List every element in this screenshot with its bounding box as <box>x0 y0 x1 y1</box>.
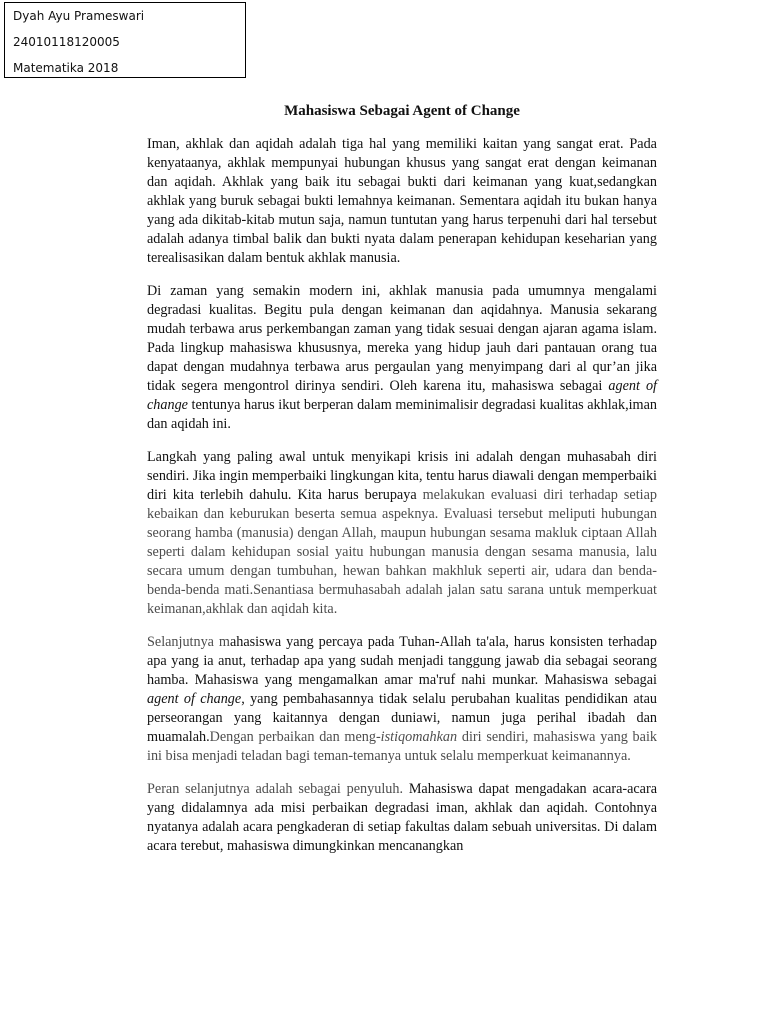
paragraph-3-text-1: Langkah yang paling awal untuk menyikapi krisis ini adalah dengan muhasabah diri sendiri. Jika ingin memperbaiki lingkungan kita, tentu harus diawali dengan memperbaiki diri kita terlebih dahulu. Kita harus berupaya <box>147 449 657 503</box>
document-title: Mahasiswa Sebagai Agent of Change <box>284 103 520 119</box>
paragraph-5 <box>147 780 657 856</box>
essay-body <box>147 135 657 870</box>
paragraph-3-text-2: melakukan evaluasi diri terhadap setiap kebaikan dan keburukan beserta semua aspeknya. Evaluasi tersebut meliputi hubungan seorang hamba (manusia) dengan Allah, maupun hubungan sesama makluk ciptaan Allah seperti dalam kehidupan sosial yaitu hubungan manusia dengan sesama manusia, lalu secara umum dengan tumbuhan, hewan bahkan makhluk seperti air, udara dan benda-benda-benda mati.Senantiasa bermuhasabah adalah jalan satu sarana untuk memperkuat keimanan,akhlak dan aqidah kita. <box>147 487 657 617</box>
paragraph-4-text-4: Dengan perbaikan dan meng- <box>209 729 381 745</box>
paragraph-4-text-3: , yang pembahasannya tidak selalu perubahan kualitas pendidikan atau perseorangan yang kaitannya dengan duniawi, namun juga perihal ibadah dan muamalah. <box>147 691 657 745</box>
paragraph-4-text-1: Selanjutnya m <box>147 634 230 650</box>
paragraph-4-italic-term: agent of change <box>147 691 242 707</box>
paragraph-4 <box>147 633 657 766</box>
paragraph-5-text-1: Peran selanjutnya adalah sebagai penyuluh. <box>147 781 409 797</box>
student-name: Dyah Ayu Prameswari <box>13 9 145 23</box>
study-program: Matematika 2018 <box>13 61 119 75</box>
paragraph-4-text-2: ahasiswa yang percaya pada Tuhan-Allah ta'ala, harus konsisten terhadap apa yang ia anut, terhadap apa yang sudah menjadi tanggung jawab dia sebagai seorang hamba. Mahasiswa yang mengamalkan amar ma'ruf nahi munkar. Mahasiswa sebagai <box>147 634 657 688</box>
paragraph-4-italic-term-2: istiqomahkan <box>380 729 458 745</box>
student-id-number: 24010118120005 <box>13 35 120 49</box>
paragraph-2-text-2: tentunya harus ikut berperan dalam meminimalisir degradasi kualitas akhlak,iman dan aqidah ini. <box>147 397 657 432</box>
paragraph-5-text-2: Mahasiswa dapat mengadakan acara-acara yang didalamnya ada misi perbaikan degradasi iman, akhlak dan aqidah. Contohnya nyatanya adalah acara pengkaderan di setiap fakultas dalam sebuah universitas. Di dalam acara terebut, mahasiswa dimungkinkan mencanangkan <box>147 781 657 854</box>
paragraph-3 <box>147 448 657 619</box>
paragraph-2 <box>147 282 657 434</box>
paragraph-4-text-5: diri sendiri, mahasiswa yang baik ini bisa menjadi teladan bagi teman-temanya untuk selalu memperkuat keimanannya. <box>147 729 657 764</box>
paragraph-1 <box>147 135 657 268</box>
paragraph-1-text-1: Iman, akhlak dan aqidah adalah tiga hal yang memiliki kaitan yang sangat erat. Pada kenyataanya, akhlak mempunyai hubungan khusus yang sangat erat dengan keimanan dan aqidah. Akhlak yang baik itu sebagai bukti dari keimanan yang kuat,sedangkan akhlak yang buruk sebagai bukti lemahnya keimanan. Sementara aqidah itu bukan hanya yang ada dikitab-kitab mutun saja, namun tuntutan yang harus terpenuhi dari hal tersebut adalah adanya timbal balik dan bukti nyata dalam penerapan kehidupan keseharian yang terealisasikan dalam bentuk akhlak manusia. <box>147 136 657 266</box>
paragraph-2-italic-term: agent of change <box>147 378 657 413</box>
paragraph-2-text-1: Di zaman yang semakin modern ini, akhlak manusia pada umumnya mengalami degradasi kualitas. Begitu pula dengan keimanan dan aqidahnya. Manusia sekarang mudah terbawa arus perkembangan zaman yang tidak sesuai dengan ajaran agama islam. Pada lingkup mahasiswa khususnya, mereka yang hidup jauh dari pantauan orang tua dapat dengan mudahnya terbawa arus pergaulan yang menyimpang dari al qur’an jika tidak segera mengontrol dirinya sendiri. Oleh karena itu, mahasiswa sebagai <box>147 283 657 394</box>
student-identity-box <box>4 2 246 78</box>
